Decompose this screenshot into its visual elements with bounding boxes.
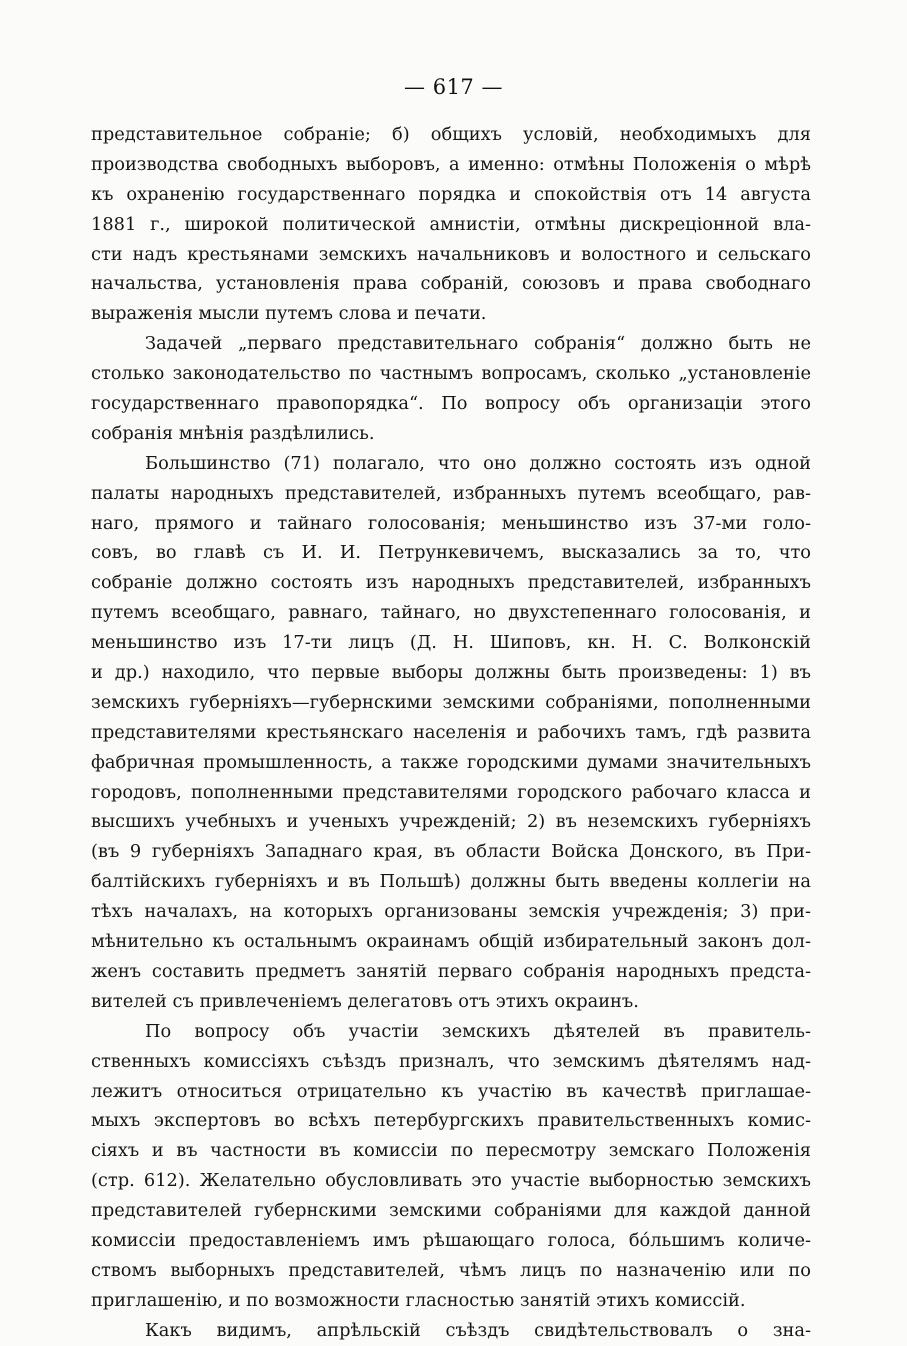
text-line: ствомъ выборныхъ представителей, чѣмъ лицъ по назначенію или по bbox=[91, 1259, 811, 1281]
text-line: приглашенію, и по возможности гласностью занятій этихъ комиссій. bbox=[91, 1289, 746, 1311]
text-line: производства свободныхъ выборовъ, а именно: отмѣны Положенія о мѣрѣ bbox=[91, 153, 811, 175]
text-line: (стр. 612). Желательно обусловливать это участіе выборностью земскихъ bbox=[91, 1170, 811, 1192]
text-line: женъ составить предметъ занятій перваго собранія народныхъ предста- bbox=[91, 960, 811, 982]
body-text bbox=[91, 120, 811, 1346]
text-line: По вопросу объ участіи земскихъ дѣятелей въ правитель- bbox=[145, 1020, 811, 1042]
text-line: ственныхъ комиссіяхъ съѣздъ призналъ, что земскимъ дѣятелямъ над- bbox=[91, 1050, 811, 1072]
text-line: мѣнительно къ остальнымъ окраинамъ общій избирательный законъ дол- bbox=[91, 931, 811, 953]
text-line: къ охраненію государственнаго порядка и спокойствія отъ 14 августа bbox=[91, 183, 811, 205]
text-line: наго, прямого и тайнаго голосованія; меньшинство изъ 37-ми голо- bbox=[91, 512, 811, 534]
text-line: и др.) находило, что первые выборы должны быть произведены: 1) въ bbox=[91, 662, 811, 684]
text-line: Какъ видимъ, апрѣльскій съѣздъ свидѣтельствовалъ о зна- bbox=[145, 1319, 811, 1341]
text-line: палаты народныхъ представителей, избранныхъ путемъ всеобщаго, рав- bbox=[91, 482, 811, 504]
text-line: балтійскихъ губерніяхъ и въ Польшѣ) должны быть введены коллегіи на bbox=[91, 871, 811, 893]
text-line: собранія мнѣнія раздѣлились. bbox=[91, 422, 375, 444]
text-line: начальства, установленія права собраній, союзовъ и права свободнаго bbox=[91, 273, 811, 295]
text-line: государственнаго правопорядка“. По вопросу объ организаціи этого bbox=[91, 393, 811, 415]
text-line: столько законодательство по частнымъ вопросамъ, сколько „установленіе bbox=[91, 363, 811, 385]
paragraph bbox=[91, 449, 811, 1017]
text-line: фабричная промышленность, а также городскими думами значительныхъ bbox=[91, 751, 811, 773]
paragraph bbox=[91, 120, 811, 329]
text-line: сти надъ крестьянами земскихъ начальниковъ и волостного и сельскаго bbox=[91, 243, 811, 265]
paragraph bbox=[91, 1017, 811, 1316]
text-line: путемъ всеобщаго, равнаго, тайнаго, но двухстепеннаго голосованія, и bbox=[91, 602, 811, 624]
text-line: представителями крестьянскаго населенія и рабочихъ тамъ, гдѣ развита bbox=[91, 721, 811, 743]
text-line: лежитъ относиться отрицательно къ участію въ качествѣ приглашае- bbox=[91, 1080, 811, 1102]
text-line: 1881 г., широкой политической амнистіи, отмѣны дискреціонной вла- bbox=[91, 213, 811, 235]
text-line: представителей губернскими земскими собраніями для каждой данной bbox=[91, 1200, 811, 1222]
text-line: тѣхъ началахъ, на которыхъ организованы земскія учрежденія; 3) при- bbox=[91, 901, 811, 923]
text-line: земскихъ губерніяхъ—губернскими земскими собраніями, пополненными bbox=[91, 691, 811, 713]
text-line: выраженія мысли путемъ слова и печати. bbox=[91, 303, 487, 325]
text-line: Большинство (71) полагало, что оно должно состоять изъ одной bbox=[145, 452, 811, 474]
text-line: совъ, во главѣ съ И. И. Петрункевичемъ, высказались за то, что bbox=[91, 542, 811, 564]
text-line: Задачей „перваго представительнаго собранія“ должно быть не bbox=[145, 333, 811, 355]
text-line: высшихъ учебныхъ и ученыхъ учрежденій; 2) въ неземскихъ губерніяхъ bbox=[91, 811, 811, 833]
text-line: (въ 9 губерніяхъ Западнаго края, въ области Войска Донского, въ При- bbox=[91, 841, 811, 863]
page-number: — 617 — bbox=[404, 75, 503, 99]
paragraph bbox=[91, 329, 811, 449]
text-line: сіяхъ и въ частности въ комиссіи по пересмотру земскаго Положенія bbox=[91, 1140, 811, 1162]
text-line: представительное собраніе; б) общихъ условій, необходимыхъ для bbox=[91, 124, 811, 145]
text-line: городовъ, пополненными представителями городского рабочаго класса и bbox=[91, 781, 811, 803]
text-line: вителей съ привлеченіемъ делегатовъ отъ этихъ окраинъ. bbox=[91, 990, 639, 1012]
text-line: меньшинство изъ 17-ти лицъ (Д. Н. Шиповъ, кн. Н. С. Волконскій bbox=[91, 632, 811, 654]
text-line: мыхъ экспертовъ во всѣхъ петербургскихъ правительственныхъ комис- bbox=[91, 1110, 811, 1132]
paragraph bbox=[91, 1316, 811, 1346]
text-line: комиссіи предоставленіемъ имъ рѣшающаго голоса, бóльшимъ количе- bbox=[91, 1229, 811, 1251]
text-line: собраніе должно состоять изъ народныхъ представителей, избранныхъ bbox=[91, 572, 811, 594]
